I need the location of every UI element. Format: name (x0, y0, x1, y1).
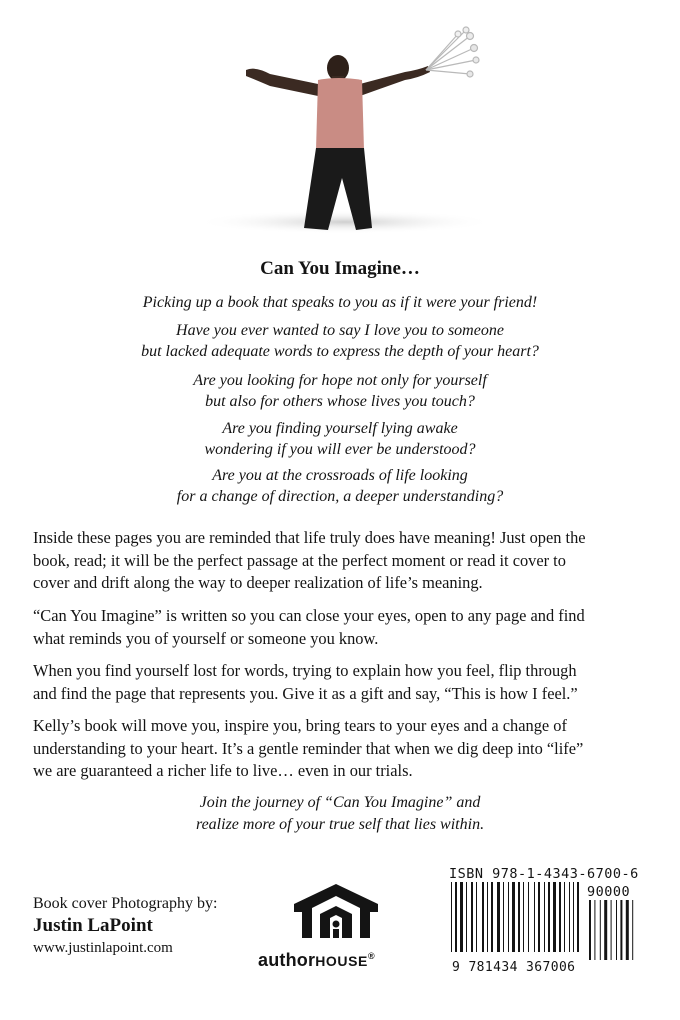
barcode-bar (573, 882, 574, 952)
barcode-bar (455, 882, 457, 952)
barcode-bar (544, 882, 545, 952)
authorhouse-logo-icon (286, 880, 386, 940)
question-line: but also for others whose lives you touch? (205, 393, 475, 410)
barcode-addon-bar (600, 900, 601, 960)
question-2 (0, 320, 680, 362)
price-code: 90000 (587, 884, 631, 900)
man-figure (246, 55, 430, 230)
barcode-bar (518, 882, 520, 952)
barcode-bar (487, 882, 488, 952)
photographer-name: Justin LaPoint (33, 915, 153, 936)
credit-label: Book cover Photography by: (33, 895, 218, 912)
barcode-bar (548, 882, 550, 952)
barcode-bar (491, 882, 493, 952)
book-title-heading: Can You Imagine… (260, 258, 420, 279)
question-line: for a change of direction, a deeper understanding? (176, 488, 504, 505)
description-paragraph-1 (33, 527, 651, 595)
question-line: Are you finding yourself lying awake (222, 420, 458, 437)
barcode-addon-bar (611, 900, 612, 960)
barcode-bar (451, 882, 452, 952)
photo-credit (33, 894, 217, 959)
question-5 (0, 465, 680, 507)
cover-photo (0, 0, 680, 250)
barcode-bar (538, 882, 540, 952)
question-line: wondering if you will ever be understood? (204, 441, 476, 458)
barcode-bar (528, 882, 529, 952)
barcode-bar (564, 882, 565, 952)
barcode-addon-bar (589, 900, 591, 960)
description-paragraph-4 (33, 715, 651, 783)
barcode-bar (482, 882, 484, 952)
question-line: but lacked adequate words to express the depth of your heart? (141, 343, 539, 360)
question-3 (0, 370, 680, 412)
registered-mark: ® (368, 951, 375, 961)
publisher-name (258, 950, 418, 971)
publisher-name-part1: author (258, 950, 316, 970)
barcode-bar (553, 882, 556, 952)
barcode-bar (497, 882, 500, 952)
barcode-addon-bar (626, 900, 629, 960)
barcode-bar (577, 882, 579, 952)
barcode-bar (534, 882, 535, 952)
paragraph-line: book, read; it will be the perfect passage at the perfect moment or read it cover to (33, 550, 566, 570)
barcode-bar (471, 882, 473, 952)
description-paragraph-3 (33, 660, 651, 705)
barcode-bar (460, 882, 463, 952)
closing-line: realize more of your true self that lies within. (195, 816, 485, 833)
closing-invitation (0, 792, 680, 836)
question-4 (0, 418, 680, 460)
flower-bouquet (426, 27, 479, 77)
paragraph-line: understanding to your heart. It’s a gentle reminder that when we dig deep into “life” (33, 738, 584, 758)
paragraph-line: what reminds you of yourself or someone you know. (33, 628, 379, 648)
paragraph-line: and find the page that represents you. Give it as a gift and say, “This is how I feel.” (33, 683, 578, 703)
paragraph-line: Kelly’s book will move you, inspire you, bring tears to your eyes and a change of (33, 716, 567, 735)
barcode-addon-bar (604, 900, 607, 960)
description-paragraph-2 (33, 605, 651, 650)
barcode-bar (512, 882, 515, 952)
barcode-bar (559, 882, 561, 952)
paragraph-line: we are guaranteed a richer life to live… even in our trials. (33, 761, 413, 780)
question-line: Are you at the crossroads of life looking (212, 467, 468, 484)
paragraph-line: When you find yourself lost for words, trying to explain how you feel, flip through (33, 661, 577, 680)
barcode-addon-bar (632, 900, 633, 960)
publisher-name-part2: HOUSE (315, 953, 368, 969)
barcode-bar (523, 882, 524, 952)
paragraph-line: “Can You Imagine” is written so you can close your eyes, open to any page and find (33, 606, 585, 625)
closing-line: Join the journey of “Can You Imagine” and (199, 794, 481, 811)
question-line: Are you looking for hope not only for yourself (193, 372, 487, 389)
photographer-website: www.justinlapoint.com (33, 940, 173, 956)
barcode-addon-bar (616, 900, 617, 960)
ground-shadow (195, 210, 495, 234)
isbn-label: ISBN 978-1-4343-6700-6 (449, 866, 639, 882)
question-line: Have you ever wanted to say I love you to someone (176, 322, 504, 339)
barcode-bar (466, 882, 467, 952)
barcode-addon-bar (620, 900, 622, 960)
barcode-bar (476, 882, 477, 952)
barcode-bar (503, 882, 504, 952)
question-1 (0, 292, 680, 313)
paragraph-line: cover and drift along the way to deeper realization of life’s meaning. (33, 573, 483, 592)
barcode-bar (569, 882, 570, 952)
barcode-digits: 9 781434 367006 (452, 960, 576, 975)
barcode-addon-bar (594, 900, 595, 960)
barcode-bar (508, 882, 509, 952)
paragraph-line: Inside these pages you are reminded that life truly does have meaning! Just open the (33, 528, 586, 547)
question-line: Picking up a book that speaks to you as if it were your friend! (142, 294, 538, 311)
